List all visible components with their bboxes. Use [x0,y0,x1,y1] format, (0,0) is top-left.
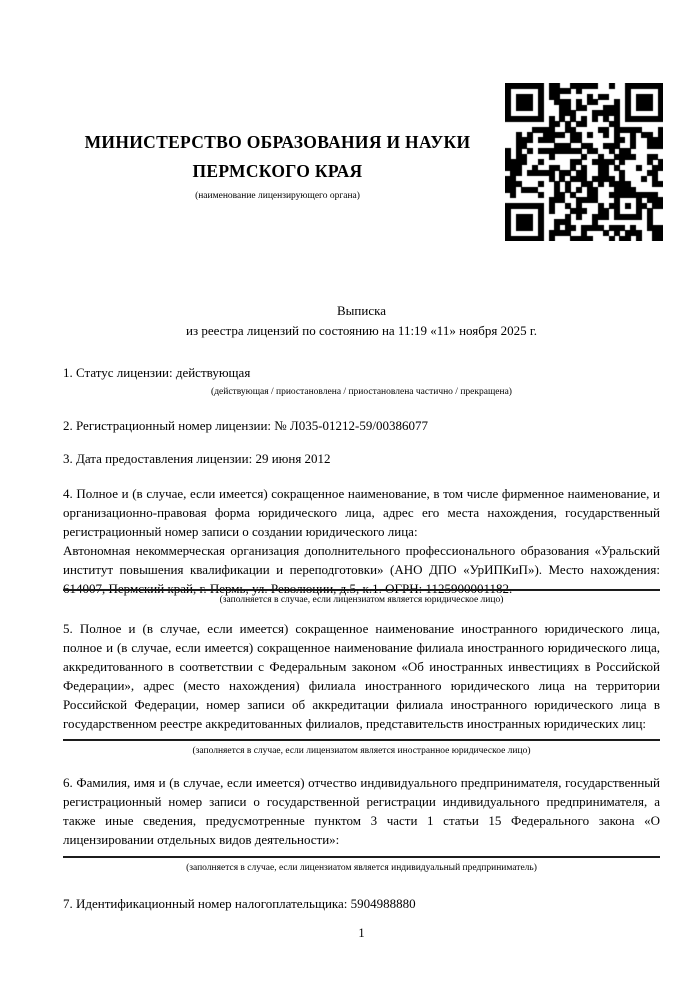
document-title [63,301,660,341]
ministry-title-line1: МИНИСТЕРСТВО ОБРАЗОВАНИЯ И НАУКИ [84,132,471,152]
item-4-fill-line [63,589,660,591]
page-number: 1 [358,926,365,940]
document-title-line1: Выписка [337,303,386,318]
item-7-taxpayer-id: 7. Идентификационный номер налогоплательщика: 5904988880 [63,896,416,911]
ministry-subtitle: (наименование лицензирующего органа) [195,191,360,201]
qr-code [505,83,663,241]
item-4-text: 4. Полное и (в случае, если имеется) сокращенное наименование, в том числе фирменное наименование, и организационно-правовая форма юридического лица, адрес его места нахождения, государственный регистрационный номер записи о создании юридического лица: [63,486,660,539]
item-5-fill-line [63,739,660,741]
item-3-grant-date: 3. Дата предоставления лицензии: 29 июня 2012 [63,451,331,466]
item-6-entrepreneur: 6. Фамилия, имя и (в случае, если имеется) отчество индивидуального предпринимателя, государственный регистрационный номер записи о государственной регистрации индивидуального предпринимателя, а также иные сведения, предусмотренные пунктом 3 части 1 статьи 15 Федерального закона «О лицензировании отдельных видов деятельности»: [63,775,660,847]
item-4-legal-entity [63,484,660,598]
item-2-registration-number: 2. Регистрационный номер лицензии: № Л035-01212-59/00386077 [63,418,429,433]
item-5-foreign-entity: 5. Полное и (в случае, если имеется) сокращенное наименование иностранного юридического лица, полное и (в случае, если имеется) сокращенное наименование филиала иностранного юридического лица, аккредитованного в соответствии с Федеральным законом «Об иностранных инвестициях в Российской Федерации», адрес (место нахождения) филиала иностранного юридического лица на территории Российской Федерации, номер записи об аккредитации филиала иностранного юридического лица в государственном реестре аккредитованных филиалов, представительств иностранных юридических лиц: [63,621,660,731]
licensing-authority-header [50,128,505,203]
item-4-caption: (заполняется в случае, если лицензиатом является юридическое лицо) [219,595,504,605]
item-6-caption: (заполняется в случае, если лицензиатом является индивидуальный предприниматель) [186,863,537,873]
document-title-line2: из реестра лицензий по состоянию на 11:19 «11» ноября 2025 г. [186,323,537,338]
qr-code-image [505,83,663,241]
item-1-caption: (действующая / приостановлена / приостановлена частично / прекращена) [211,387,512,397]
item-5-caption: (заполняется в случае, если лицензиатом является иностранное юридическое лицо) [192,746,531,756]
ministry-title-line2: ПЕРМСКОГО КРАЯ [192,161,363,181]
item-1-license-status: 1. Статус лицензии: действующая [63,365,251,380]
item-6-fill-line [63,856,660,858]
item-4-value: Автономная некоммерческая организация дополнительного профессионального образования «Уральский институт повышения квалификации и переподготовки» (АНО ДПО «УрИПКиП»). Место нахождения: 614007, Пермский край, г. Пермь, ул. Революции, д.5, к.1. ОГРН: 1125900001182. [63,543,660,596]
